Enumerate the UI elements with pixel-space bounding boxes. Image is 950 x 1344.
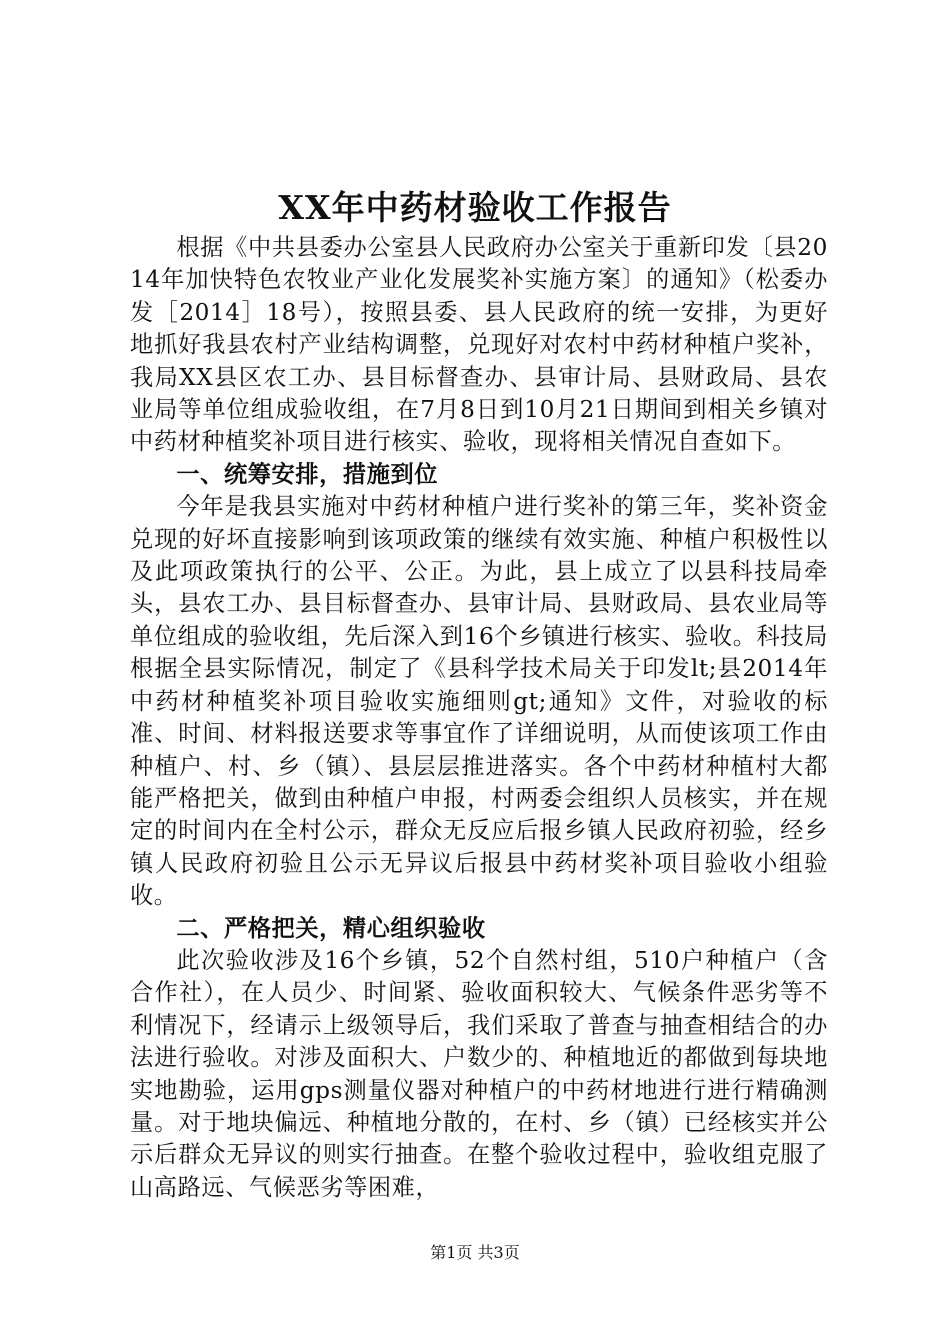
- intro-paragraph: 根据《中共县委办公室县人民政府办公室关于重新印发〔县2014年加快特色农牧业产业化发展奖补实施方案〕的通知》（松委办发［2014］18号），按照县委、县人民政府的统一安排，为更好地抓好我县农村产业结构调整，兑现好对农村中药材种植户奖补，我局XX县区农工办、县目标督查办、县审计局、县财政局、县农业局等单位组成验收组，在7月8日到10月21日期间到相关乡镇对中药材种植奖补项目进行核实、验收，现将相关情况自查如下。: [130, 234, 828, 456]
- document-body: [130, 232, 828, 1204]
- section-heading-1: 一、统筹安排，措施到位: [176, 460, 439, 488]
- document-title: XX年中药材验收工作报告: [278, 188, 672, 227]
- section-heading-2: 二、严格把关，精心组织验收: [176, 914, 486, 942]
- section-1-paragraph: 今年是我县实施对中药材种植户进行奖补的第三年，奖补资金兑现的好坏直接影响到该项政策的继续有效实施、种植户积极性以及此项政策执行的公平、公正。为此，县上成立了以县科技局牵头，县农工办、县目标督查办、县审计局、县财政局、县农业局等单位组成的验收组，先后深入到16个乡镇进行核实、验收。科技局根据全县实际情况，制定了《县科学技术局关于印发lt;县2014年中药材种植奖补项目验收实施细则gt;通知》文件，对验收的标准、时间、材料报送要求等事宜作了详细说明，从而使该项工作由种植户、村、乡（镇）、县层层推进落实。各个中药材种植村大都能严格把关，做到由种植户申报，村两委会组织人员核实，并在规定的时间内在全村公示，群众无反应后报乡镇人民政府初验，经乡镇人民政府初验且公示无异议后报县中药材奖补项目验收小组验收。: [130, 493, 828, 910]
- section-2-paragraph: 此次验收涉及16个乡镇，52个自然村组，510户种植户（含合作社），在人员少、时间紧、验收面积较大、气候条件恶劣等不利情况下，经请示上级领导后，我们采取了普查与抽查相结合的办法进行验收。对涉及面积大、户数少的、种植地近的都做到每块地实地勘验，运用gps测量仪器对种植户的中药材地进行进行精确测量。对于地块偏远、种植地分散的，在村、乡（镇）已经核实并公示后群众无异议的则实行抽查。在整个验收过程中，验收组克服了山高路远、气候恶劣等困难，: [130, 946, 828, 1201]
- page-footer: 第1页 共3页: [430, 1243, 520, 1262]
